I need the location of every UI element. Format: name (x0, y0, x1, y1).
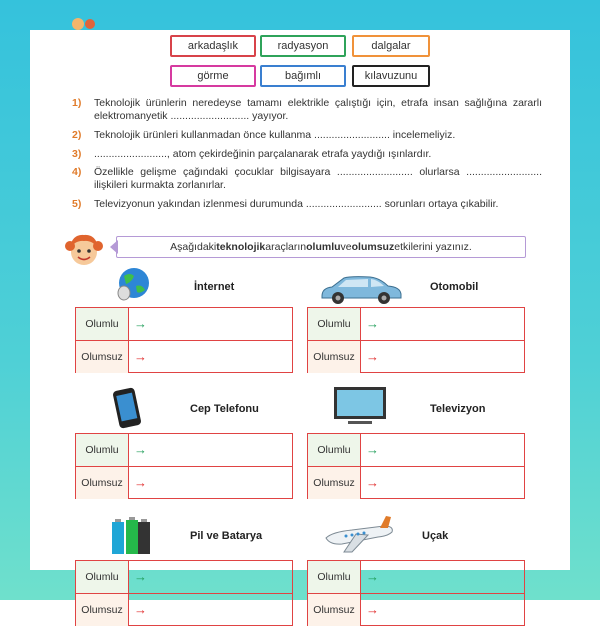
word-chip: arkadaşlık (170, 35, 256, 57)
worksheet-page (30, 30, 570, 617)
child-icon (70, 18, 96, 38)
positive-label: Olumlu (308, 561, 361, 593)
positive-label: Olumlu (76, 561, 129, 593)
arrow-icon: → (366, 569, 379, 584)
car-icon (318, 274, 404, 306)
item-title: Pil ve Batarya (190, 530, 263, 542)
arrow-icon: → (134, 602, 147, 617)
word-chip: radyasyon (260, 35, 346, 57)
negative-label: Olumsuz (308, 341, 361, 373)
arrow-icon: → (134, 316, 147, 331)
arrow-icon: → (366, 349, 379, 364)
arrow-icon: → (134, 569, 147, 584)
positive-label: Olumlu (308, 434, 361, 466)
positive-label: Olumlu (308, 308, 361, 340)
question-1: 1) Teknolojik ürünlerin neredeyse tamamı elektrikle çalıştığı için, etrafa insan sağlığına zararlı elektromanyetik ........................... yayıyor. (72, 97, 542, 122)
word-chip: dalgalar (352, 35, 430, 57)
effects-table-plane (307, 560, 525, 626)
arrow-icon: → (134, 475, 147, 490)
instruction-box: Aşağıdaki teknolojik araçların olumlu ve olumsuz etkilerini yazınız. (116, 236, 526, 258)
arrow-icon: → (134, 349, 147, 364)
positive-label: Olumlu (76, 308, 129, 340)
arrow-icon: → (366, 442, 379, 457)
negative-label: Olumsuz (76, 341, 129, 373)
arrow-icon: → (366, 602, 379, 617)
question-4: 4) Özellikle gelişme çağındaki çocuklar bilgisayara .......................... olurlarsa .......................... ilişkileri kurmakta zorlanırlar. (72, 166, 542, 191)
arrow-icon: → (134, 442, 147, 457)
question-3: 3) ........................., atom çekirdeğinin parçalanarak etrafa yaydığı ışınlardır. (72, 148, 432, 160)
negative-label: Olumsuz (76, 467, 129, 499)
arrow-icon: → (366, 475, 379, 490)
effects-table-tv (307, 433, 525, 499)
effects-table-phone (75, 433, 293, 499)
question-2: 2) Teknolojik ürünleri kullanmadan önce kullanma .......................... incelemeliyiz. (72, 129, 456, 141)
item-title: Cep Telefonu (190, 403, 259, 415)
tv-icon (332, 385, 388, 427)
battery-icon (110, 516, 152, 556)
negative-label: Olumsuz (308, 467, 361, 499)
item-title: Televizyon (430, 403, 486, 415)
effects-table-battery (75, 560, 293, 626)
negative-label: Olumsuz (76, 594, 129, 626)
negative-label: Olumsuz (308, 594, 361, 626)
item-title: Otomobil (430, 281, 479, 293)
positive-label: Olumlu (76, 434, 129, 466)
effects-table-internet (75, 307, 293, 373)
item-title: İnternet (194, 281, 235, 293)
question-5: 5) Televizyonun yakından izlenmesi durumunda .......................... sorunları ortaya çıkabilir. (72, 198, 499, 210)
arrow-icon: → (366, 316, 379, 331)
word-chip: kılavuzunu (352, 65, 430, 87)
airplane-icon (322, 512, 396, 556)
item-title: Uçak (422, 530, 449, 542)
effects-table-car (307, 307, 525, 373)
globe-mouse-icon (112, 266, 152, 302)
child-icon (62, 230, 106, 270)
word-chip: görme (170, 65, 256, 87)
word-chip: bağımlı (260, 65, 346, 87)
smartphone-icon (112, 387, 146, 429)
